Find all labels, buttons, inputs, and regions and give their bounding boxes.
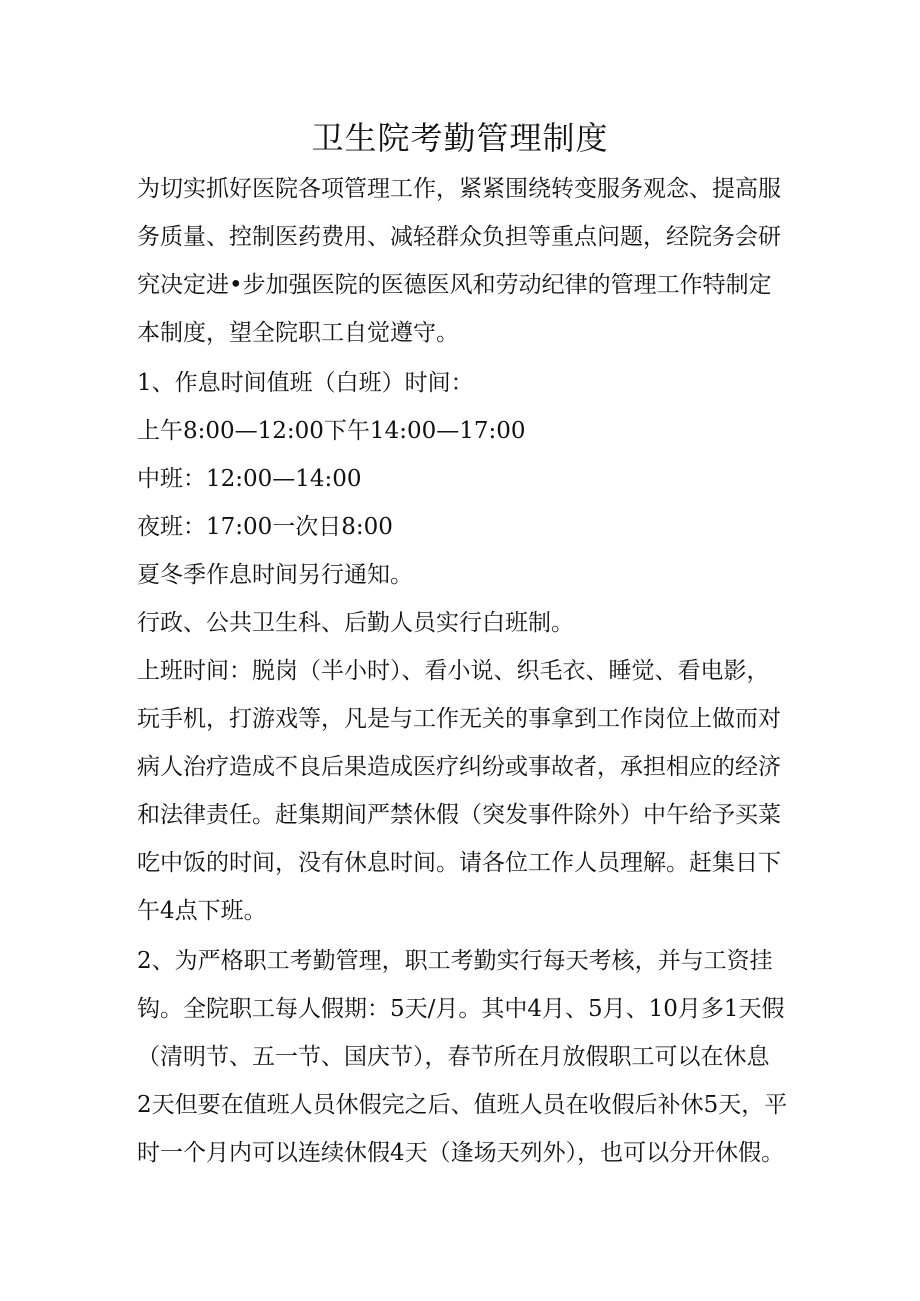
paragraph-line-4: 本制度，望全院职工自觉遵守。 [137,320,459,346]
schedule-admin-note: 行政、公共卫生科、后勤人员实行白班制。 [137,610,574,636]
leave-line-3: 2天但要在值班人员休假完之后、值班人员在收假后补休5天，平 [137,1092,788,1118]
document-title: 卫生院考勤管理制度 [311,119,609,157]
rules-line-5: 吃中饭的时间，没有休息时间。请各位工作人员理解。赶集日下 [137,850,781,876]
paragraph-line-2: 务质量、控制医药费用、减轻群众负担等重点问题，经院务会研 [137,224,781,250]
schedule-mid-shift: 中班：12:00—14:00 [137,466,362,492]
schedule-day-shift: 上午8:00—12:00下午14:00—17:00 [137,418,526,444]
leave-line-2: （清明节、五一节、国庆节），春节所在月放假职工可以在休息 [137,1044,770,1070]
paragraph-line-1: 为切实抓好医院各项管理工作，紧紧围绕转变服务观念、提高服 [137,176,781,202]
rules-line-4: 和法律责任。赶集期间严禁休假（突发事件除外）中午给予买菜 [137,802,781,828]
rules-line-2: 玩手机，打游戏等，凡是与工作无关的事拿到工作岗位上做而对 [137,706,781,732]
leave-line-4: 时一个月内可以连续休假4天（逢场天列外），也可以分开休假。 [137,1140,785,1166]
rules-line-1: 上班时间：脱岗（半小时）、看小说、织毛衣、睡觉、看电影， [137,658,770,684]
paragraph-line-3: 究决定进•步加强医院的医德医风和劳动纪律的管理工作特制定 [137,272,772,298]
schedule-night-shift: 夜班：17:00一次日8:00 [137,514,393,540]
section-heading-2: 2、为严格职工考勤管理，职工考勤实行每天考核，并与工资挂 [137,948,773,974]
schedule-season-note: 夏冬季作息时间另行通知。 [137,562,413,588]
rules-line-6: 午4点下班。 [137,898,267,924]
rules-line-3: 病人治疗造成不良后果造成医疗纠纷或事故者，承担相应的经济 [137,754,781,780]
section-heading-1: 1、作息时间值班（白班）时间： [137,370,474,396]
leave-line-1: 钩。全院职工每人假期：5天/月。其中4月、5月、10月多1天假 [137,996,785,1022]
